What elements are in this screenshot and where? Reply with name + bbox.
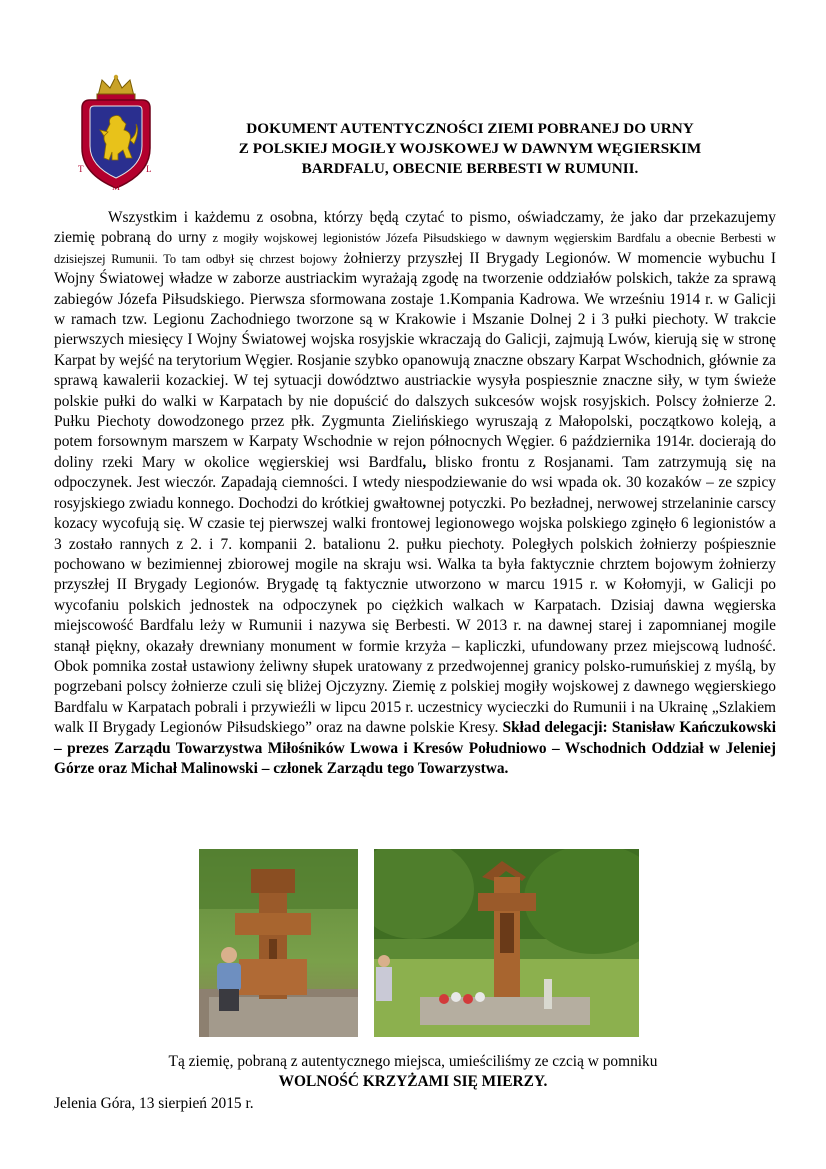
motto-text: WOLNOŚĆ KRZYŻAMI SIĘ MIERZY. (278, 1073, 548, 1090)
title-line: Z POLSKIEJ MOGIŁY WOJSKOWEJ W DAWNYM WĘGIERSKIM (238, 140, 702, 157)
monument-photo-left (199, 849, 358, 1037)
crest-letter-m: M (112, 182, 121, 190)
place-date: Jelenia Góra, 13 sierpień 2015 r. (54, 1095, 254, 1112)
delegation-text: Skład delegacji: Stanisław Kańczukowski – prezes Zarządu Towarzystwa Miłośników Lwowa i Kresów Południowo – Wschodnich Oddział w Jeleniej Górze oraz Michał Malinowski – członek Zarządu tego Towarzystwa. (54, 719, 777, 777)
body-comma: , (422, 453, 427, 471)
body-text: Wszystkim i każdemu z osobna, którzy będą czytać to pismo, oświadczamy, że jako dar przekazujemy ziemię pobraną do urny (54, 209, 776, 247)
body-paragraph (54, 208, 776, 779)
crown-icon (97, 75, 135, 100)
crest-letter-l: L (146, 164, 152, 174)
title-line: BARDFALU, OBECNIE BERBESTI W RUMUNII. (301, 160, 639, 177)
body-text: żołnierzy przyszłej II Brygady Legionów. W momencie wybuchu I Wojny Światowej władze w zaborze austriackim wyrażają zgodę na tworzenie oddziałów polskich, także za sprawą zabiegów Józefa Piłsudskiego. Pierwsza sformowana zostaje 1.Kompania Kadrowa. We wrześniu 1914 r. w Galicji w ramach tzw. Legionu Zachodniego tworzone są w Krakowie i Mszanie Dolnej 2 i 3 pułki piechoty. W trakcie pierwszych miesięcy I Wojny Światowej wojska rosyjskie wkraczają do Galicji, zajmują Lwów, kierują się w stronę Karpat by wejść na terytorium Węgier. Rosjanie szybko opanowują znaczne obszary Karpat Wschodnich, głównie za sprawą kawalerii kozackiej. W tej sytuacji dowództwo austriackie wysyła pospiesznie znaczne siły, w tym świeże polskie pułki do walki w Karpatach by nie dopuścić do dalszych sukcesów wojsk rosyjskich. Polscy żołnierze 2. Pułku Piechoty dowodzonego przez płk. Zygmunta Zielińskiego wyruszają z Małopolski, początkowo koleją, a potem forsownym marszem w Karpaty Wschodnie w rejon północnych Węgier. 6 października 1914r. docierają do doliny rzeki Mary w okolice węgierskiej wsi Bardfalu (54, 249, 777, 471)
body-text: blisko frontu z Rosjanami. Tam zatrzymują się na odpoczynek. Jest wieczór. Zapadają ciemności. I wtedy niespodziewanie do wsi wpada ok. 30 kozaków – ze szpicy rosyjskiego zwiadu konnego. Dochodzi do krótkiej gwałtownej potyczki. Po bezładnej, nerwowej strzelaninie carscy kozacy wycofują się. W czasie tej pierwszej walki frontowej legionowego wojska polskiego zginęło 6 legionistów a 3 zostało rannych z 2. i 7. kompanii 2. batalionu 2. pułku piechoty. Poległych polskich żołnierzy pośpiesznie pochowano w bezimiennej zbiorowej mogile na skraju wsi. Walka ta była faktycznie chrztem bojowym żołnierzy przyszłej II Brygady Legionów. Brygadę tą faktycznie utworzono w marcu 1915 r. w Kołomyji, w Galicji po wycofaniu polskich jednostek na odpoczynek po ciężkich walkach w Karpatach. Dzisiaj dawna węgierska miejscowość Bardfalu leży w Rumunii i nazywa się Berbesti. W 2013 r. na dawnej starej i zapomnianej mogile stanął piękny, okazały drewniany monument w formie krzyża – kapliczki, ufundowany przez miejscową ludność. Obok pomnika został ustawiony żeliwny słupek uratowany z przedwojennej granicy polsko-rumuńskiej z myślą, by pogrzebani polscy żołnierze czuli się bliżej Ojczyzny. Ziemię z polskiej mogiły wojskowej z dawnego węgierskiego Bardfalu w Karpatach pobrali i przywieźli w lipcu 2015 r. uczestnicy wycieczki do Rumunii i na Ukrainę „Szlakiem walk II Brygady Legionów Piłsudskiego” oraz na dawne polskie Kresy. (54, 453, 776, 737)
document-body (54, 208, 776, 779)
lion-crest-icon (74, 74, 158, 190)
photo-caption (100, 1052, 726, 1092)
document-title (200, 119, 740, 179)
body-text-small: z mogiły wojskowej legionistów Józefa Piłsudskiego w dawnym węgierskim Bardfalu a obecnie Berbesti w dzisiejszej Rumunii. To tam odbył się chrzest bojowy (54, 231, 777, 266)
crest-letter-t: T (78, 164, 84, 174)
title-line: DOKUMENT AUTENTYCZNOŚCI ZIEMI POBRANEJ DO URNY (246, 120, 694, 137)
caption-text: Tą ziemię, pobraną z autentycznego miejsca, umieściliśmy ze czcią w pomniku (168, 1053, 658, 1070)
monument-photo-right (374, 849, 639, 1037)
